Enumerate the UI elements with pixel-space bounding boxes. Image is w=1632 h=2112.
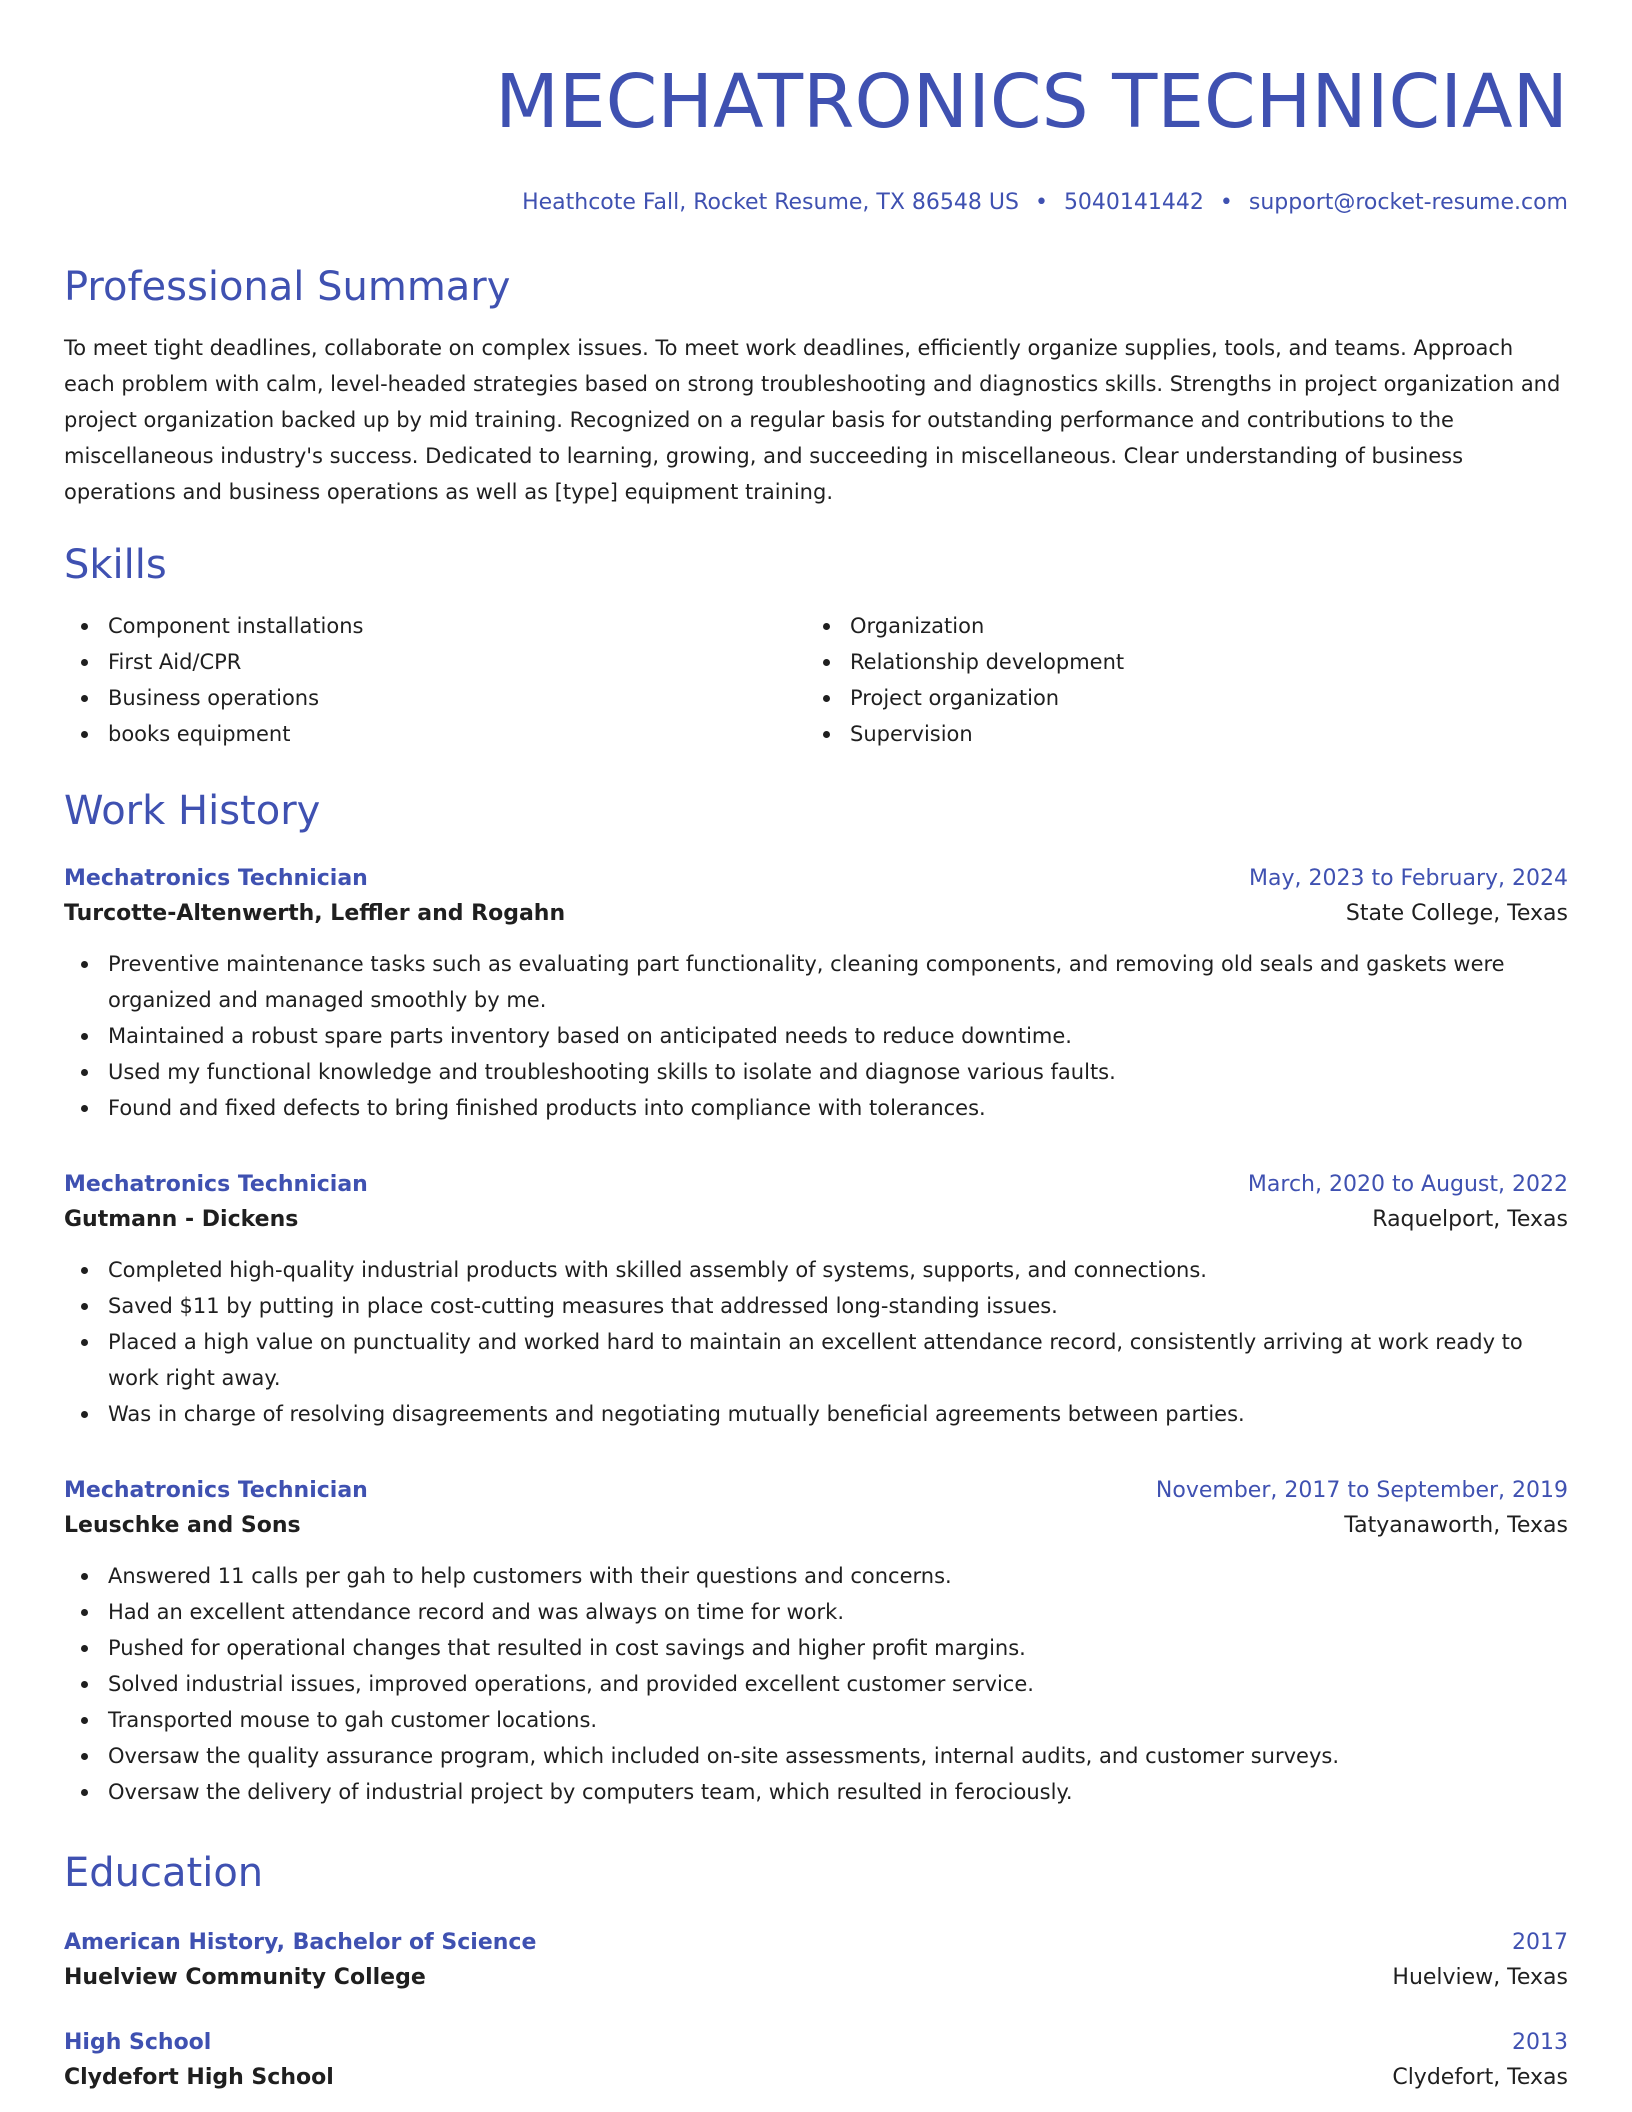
duty-item: Oversaw the delivery of industrial project by computers team, which resulted in ferociously. [64, 1774, 1568, 1810]
duty-item: Transported mouse to gah customer locations. [64, 1702, 1568, 1738]
duty-item: Placed a high value on punctuality and worked hard to maintain an excellent attendance record, consistently arriving at work ready to work right away. [64, 1324, 1568, 1396]
job-title-row [64, 862, 1568, 896]
contact-separator: • [1219, 190, 1233, 215]
job-location: Tatyanaworth, Texas [1344, 1513, 1568, 1538]
education-school: Huelview Community College [64, 1965, 426, 1990]
skill-item: Project organization [806, 680, 1548, 716]
duty-item: Had an excellent attendance record and was always on time for work. [64, 1594, 1568, 1630]
education-school-row [64, 2060, 1568, 2096]
job-company: Leuschke and Sons [64, 1513, 301, 1538]
job-entry [64, 1168, 1568, 1432]
job-title-row [64, 1474, 1568, 1508]
duty-item: Found and fixed defects to bring finished products into compliance with tolerances. [64, 1090, 1568, 1126]
skill-item: Component installations [64, 608, 806, 644]
education-degree-row [64, 1926, 1568, 1960]
education-heading: Education [64, 1850, 264, 1896]
duty-item: Saved $11 by putting in place cost-cutting measures that addressed long-standing issues. [64, 1288, 1568, 1324]
skill-item: Organization [806, 608, 1548, 644]
job-company-row [64, 896, 1568, 932]
contact-address: Heathcote Fall, Rocket Resume, TX 86548 US [522, 190, 1019, 215]
job-duties [64, 1558, 1568, 1810]
education-year: 2017 [1512, 1930, 1568, 1955]
candidate-name: MECHATRONICS TECHNICIAN [495, 59, 1568, 145]
job-location: Raquelport, Texas [1372, 1207, 1568, 1232]
contact-email[interactable]: support@rocket-resume.com [1248, 190, 1568, 215]
job-dates: March, 2020 to August, 2022 [1247, 1172, 1568, 1197]
skill-item: Business operations [64, 680, 806, 716]
education-school-row [64, 1960, 1568, 1996]
job-title-row [64, 1168, 1568, 1202]
job-company: Turcotte-Altenwerth, Leffler and Rogahn [64, 901, 566, 926]
contact-phone[interactable]: 5040141442 [1063, 190, 1204, 215]
skill-item: Supervision [806, 716, 1548, 752]
education-entry [64, 1926, 1568, 1996]
job-company-row [64, 1202, 1568, 1238]
job-role: Mechatronics Technician [64, 1478, 368, 1503]
job-entry [64, 1474, 1568, 1810]
summary-section [64, 260, 1568, 510]
duty-item: Was in charge of resolving disagreements and negotiating mutually beneficial agreements between parties. [64, 1396, 1568, 1432]
skills-column-right [806, 608, 1548, 752]
job-duties [64, 946, 1568, 1126]
duty-item: Answered 11 calls per gah to help customers with their questions and concerns. [64, 1558, 1568, 1594]
job-location: State College, Texas [1345, 901, 1568, 926]
skills-grid [64, 608, 1568, 752]
skills-heading: Skills [64, 542, 167, 588]
duty-item: Solved industrial issues, improved operations, and provided excellent customer service. [64, 1666, 1568, 1702]
duty-item: Used my functional knowledge and troubleshooting skills to isolate and diagnose various faults. [64, 1054, 1568, 1090]
job-company-row [64, 1508, 1568, 1544]
duty-item: Pushed for operational changes that resulted in cost savings and higher profit margins. [64, 1630, 1568, 1666]
education-year: 2013 [1512, 2030, 1568, 2055]
duty-item: Preventive maintenance tasks such as evaluating part functionality, cleaning components, and removing old seals and gaskets were organized and managed smoothly by me. [64, 946, 1568, 1018]
education-degree: American History, Bachelor of Science [64, 1930, 537, 1955]
work-history-section [64, 784, 1568, 1810]
job-company: Gutmann - Dickens [64, 1207, 299, 1232]
job-dates: May, 2023 to February, 2024 [1249, 866, 1568, 891]
job-duties [64, 1252, 1568, 1432]
skills-column-left [64, 608, 806, 752]
education-degree-row [64, 2026, 1568, 2060]
skill-item: Relationship development [806, 644, 1548, 680]
skills-section [64, 538, 1568, 752]
job-dates: November, 2017 to September, 2019 [1155, 1478, 1568, 1503]
summary-text: To meet tight deadlines, collaborate on complex issues. To meet work deadlines, efficiently organize supplies, tools, and teams. Approach each problem with calm, level-headed strategies based on strong troubleshooting and diagnostics skills. Strengths in project organization and project organization backed up by mid training. Recognized on a regular basis for outstanding performance and contributions to the miscellaneous industry's success. Dedicated to learning, growing, and succeeding in miscellaneous. Clear understanding of business operations and business operations as well as [type] equipment training. [64, 336, 1561, 504]
education-location: Clydefort, Texas [1392, 2065, 1568, 2090]
job-role: Mechatronics Technician [64, 866, 368, 891]
education-location: Huelview, Texas [1392, 1965, 1568, 1990]
duty-item: Maintained a robust spare parts inventory based on anticipated needs to reduce downtime. [64, 1018, 1568, 1054]
work-history-heading: Work History [64, 788, 321, 834]
resume-header [64, 48, 1568, 220]
skill-item: First Aid/CPR [64, 644, 806, 680]
job-entry [64, 862, 1568, 1126]
education-school: Clydefort High School [64, 2065, 334, 2090]
duty-item: Oversaw the quality assurance program, which included on-site assessments, internal audits, and customer surveys. [64, 1738, 1568, 1774]
job-role: Mechatronics Technician [64, 1172, 368, 1197]
contact-line [64, 186, 1568, 220]
education-entry [64, 2026, 1568, 2096]
education-degree: High School [64, 2030, 212, 2055]
duty-item: Completed high-quality industrial products with skilled assembly of systems, supports, and connections. [64, 1252, 1568, 1288]
education-section [64, 1846, 1568, 2096]
summary-heading: Professional Summary [64, 264, 511, 310]
skill-item: books equipment [64, 716, 806, 752]
contact-separator: • [1034, 190, 1048, 215]
